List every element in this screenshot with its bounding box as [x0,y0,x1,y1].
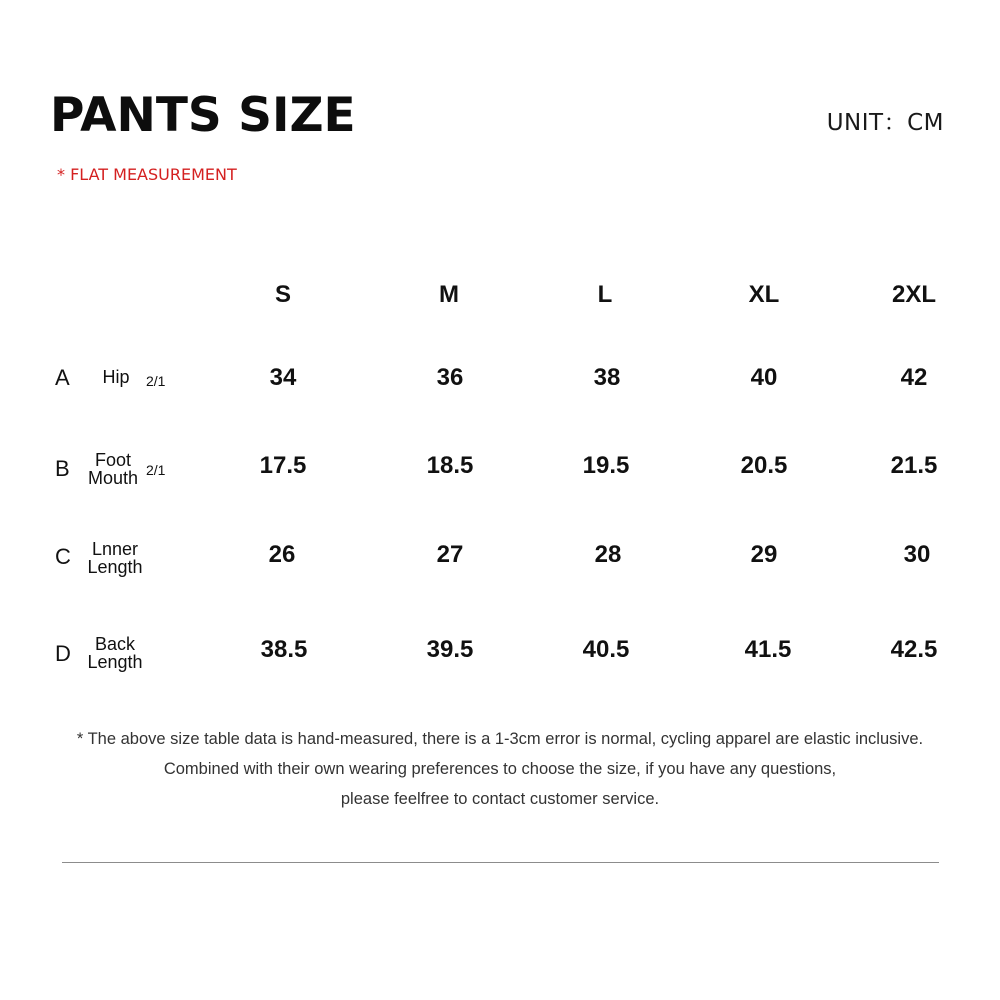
row-label [96,368,136,386]
cell-value: 38 [593,364,621,391]
row-label-line1: Back [94,634,136,654]
disclaimer-line-1: * The above size table data is hand-measured, there is a 1-3cm error is normal, cycling apparel are elastic inclusive. [76,730,924,748]
cell-value: 40 [750,364,778,391]
row-label-line2: Length [87,557,143,577]
cell-value: 17.5 [259,452,307,479]
cell-value: 42.5 [890,636,938,663]
page-title: PANTS SIZE [50,88,356,143]
cell-value: 28 [594,541,622,568]
size-header-xl: XL [748,281,780,308]
unit-label: UNIT：CM [826,110,944,136]
cell-value: 40.5 [582,636,630,663]
size-header-s: S [274,281,291,308]
disclaimer-line-3: please feelfree to contact customer service. [340,790,660,808]
cell-value: 26 [268,541,296,568]
cell-value: 39.5 [426,636,474,663]
row-label [82,540,148,576]
cell-value: 30 [903,541,931,568]
disclaimer-line-2: Combined with their own wearing preferences to choose the size, if you have any questions, [163,760,837,778]
row-fraction: 2/1 [146,462,166,478]
row-label-line2: Mouth [87,468,139,488]
cell-value: 21.5 [890,452,938,479]
row-letter: C [55,544,71,569]
cell-value: 42 [900,364,928,391]
size-header-m: M [439,281,459,308]
flat-measurement-note: * FLAT MEASUREMENT [57,165,237,184]
row-label-line1: Hip [102,367,130,387]
cell-value: 20.5 [740,452,788,479]
row-letter: D [55,641,71,666]
row-letter: B [55,456,70,481]
row-label-line2: Length [87,652,143,672]
row-fraction: 2/1 [146,373,166,389]
cell-value: 41.5 [744,636,792,663]
cell-value: 34 [269,364,297,391]
row-label [84,451,142,487]
cell-value: 38.5 [260,636,308,663]
divider [62,862,939,863]
cell-value: 36 [436,364,464,391]
cell-value: 18.5 [426,452,474,479]
size-header-l: L [597,281,613,308]
row-letter: A [55,365,70,390]
cell-value: 27 [436,541,464,568]
cell-value: 19.5 [582,452,630,479]
row-label-line1: Foot [94,450,132,470]
row-label [82,635,148,671]
row-label-line1: Lnner [91,539,139,559]
cell-value: 29 [750,541,778,568]
size-header-2xl: 2XL [891,281,936,308]
